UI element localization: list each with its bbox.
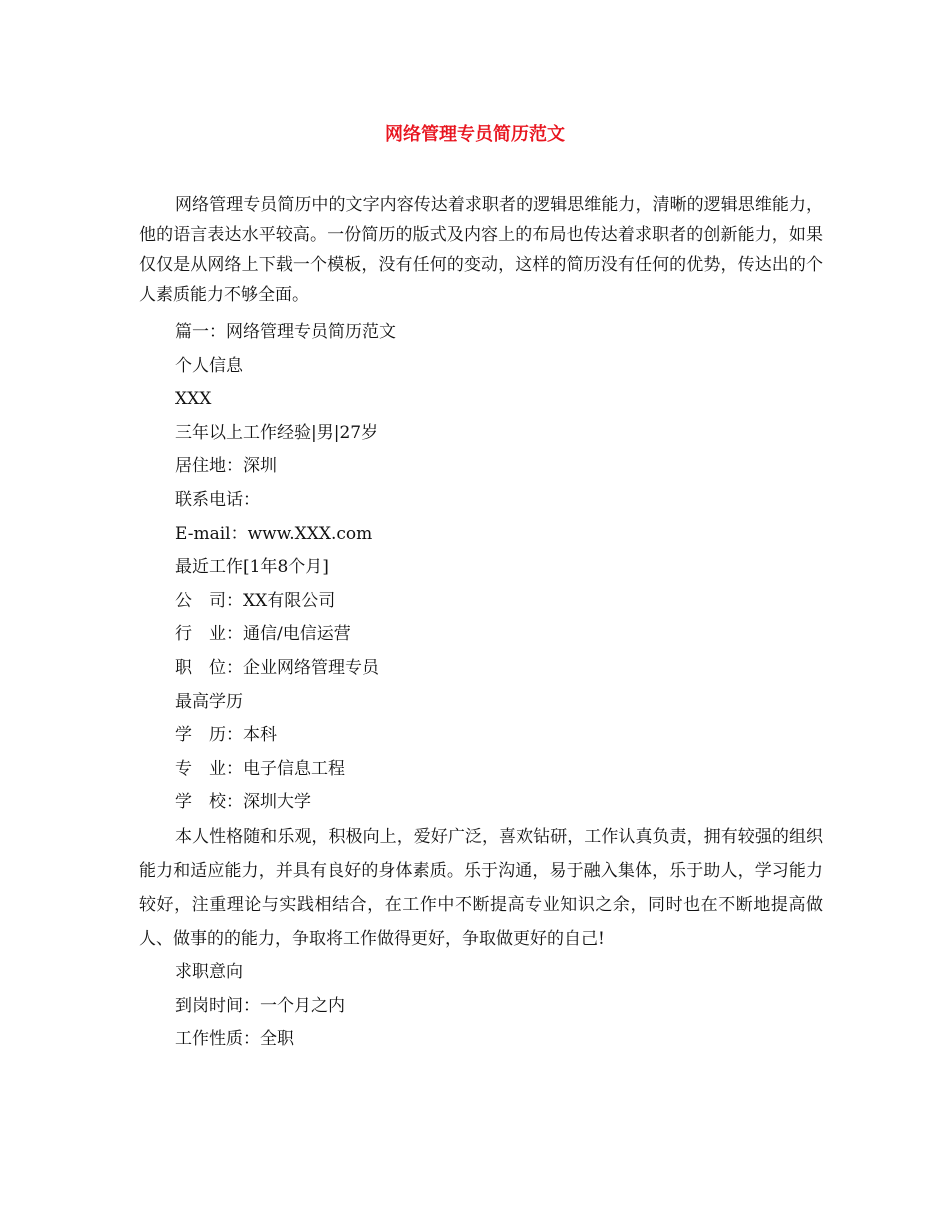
- personal-info-heading: 个人信息: [175, 355, 243, 376]
- job-type: 工作性质：全职: [175, 1029, 294, 1050]
- residence: 居住地：深圳: [175, 456, 277, 477]
- recent-job-heading: 最近工作[1年8个月]: [175, 557, 329, 578]
- document-body: [139, 190, 823, 1057]
- education-heading: 最高学历: [175, 691, 243, 712]
- major: 专 业：电子信息工程: [175, 758, 345, 779]
- industry: 行 业：通信/电信运营: [175, 624, 351, 645]
- intro-paragraph: 网络管理专员简历中的文字内容传达着求职者的逻辑思维能力，清晰的逻辑思维能力，他的语言表达水平较高。一份简历的版式及内容上的布局也传达着求职者的创新能力，如果仅仅是从网络上下载一个模板，没有任何的变动，这样的简历没有任何的优势，传达出的个人素质能力不够全面。: [139, 195, 823, 305]
- document-title: 网络管理专员简历范文: [385, 124, 565, 145]
- contact-phone: 联系电话：: [175, 489, 260, 510]
- availability: 到岗时间：一个月之内: [175, 995, 345, 1016]
- experience-gender-age: 三年以上工作经验|男|27岁: [175, 422, 379, 443]
- position: 职 位：企业网络管理专员: [175, 657, 379, 678]
- job-intention-heading: 求职意向: [175, 961, 243, 982]
- degree: 学 历：本科: [175, 725, 277, 746]
- self-evaluation-paragraph: 本人性格随和乐观，积极向上，爱好广泛，喜欢钻研，工作认真负责，拥有较强的组织能力和适应能力，并具有良好的身体素质。乐于沟通，易于融入集体，乐于助人，学习能力较好，注重理论与实践相结合，在工作中不断提高专业知识之余，同时也在不断地提高做人、做事的的能力，争取将工作做得更好，争取做更好的自己!: [139, 826, 823, 949]
- email: E-mail：www.XXX.com: [175, 523, 373, 544]
- company: 公 司：XX有限公司: [175, 590, 336, 611]
- school: 学 校：深圳大学: [175, 792, 311, 813]
- candidate-name: XXX: [175, 389, 212, 410]
- section-heading-part-one: 篇一：网络管理专员简历范文: [175, 322, 396, 342]
